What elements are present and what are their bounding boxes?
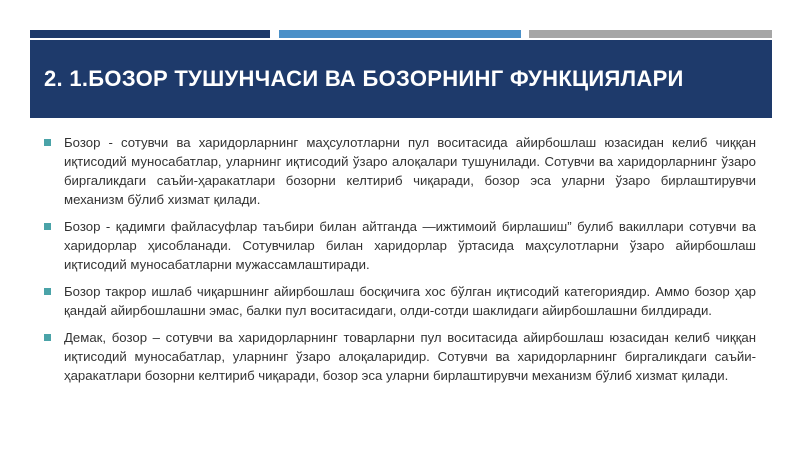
- accent-bar-dark-blue: [30, 30, 270, 38]
- bullet-text: Бозор - сотувчи ва харидорларнинг маҳсулотларни пул воситасида айирбошлаш юзасидан келиб чиққан иқтисодий муносабатлар, уларнинг иқтисодий ўзаро алоқалари тушунилади. Сотувчи ва харидорларнинг ўзаро биргаликдаги саъйи-ҳаракатлари бозорни келтириб чиқаради, бозор эса уларни ўзаро бирлаштирувчи механизм бўлиб хизмат қилади.: [64, 135, 756, 207]
- square-bullet-icon: [44, 139, 51, 146]
- bullet-text: Бозор такрор ишлаб чиқаршнинг айирбошлаш босқичига хос бўлган иқтисодий категориядир. Аммо бозор ҳар қандай айирбошлашни эмас, балки пул воситасидаги, олди-сотди шаклидаги айирбошлашни билдиради.: [64, 284, 756, 318]
- bullet-item: [44, 328, 756, 385]
- square-bullet-icon: [44, 223, 51, 230]
- bullet-item: [44, 217, 756, 274]
- accent-bar-light-blue: [279, 30, 521, 38]
- square-bullet-icon: [44, 334, 51, 341]
- bullet-item: [44, 133, 756, 209]
- bullet-text: Бозор - қадимги файласуфлар таъбири билан айтганда —ижтимоий бирлашиш” булиб вакиллари сотувчи ва харидорлар ҳисобланади. Сотувчилар билан харидорлар ўртасида маҳсулотларни ўзаро айирбошлаш иқтисодий муносабатларни мужассамлаштиради.: [64, 219, 756, 272]
- title-band: [30, 40, 772, 118]
- bullet-text: Демак, бозор – сотувчи ва харидорларнинг товарларни пул воситасида айирбошлаш юзасидан келиб чиққан иқтисодий муносабатлар, уларнинг ўзаро алоқаларидир. Сотувчи ва харидорларнинг биргаликдаги саъйи-ҳаракатлари бозорни келтириб чиқаради, бозор эса уларни бирлаштирувчи механизм бўлиб хизмат қилади.: [64, 330, 756, 383]
- accent-bar-gray: [529, 30, 772, 38]
- square-bullet-icon: [44, 288, 51, 295]
- bullet-list: [44, 133, 756, 393]
- bullet-item: [44, 282, 756, 320]
- slide-title: 2. 1.БОЗОР ТУШУНЧАСИ ВА БОЗОРНИНГ ФУНКЦИЯЛАРИ: [44, 66, 684, 91]
